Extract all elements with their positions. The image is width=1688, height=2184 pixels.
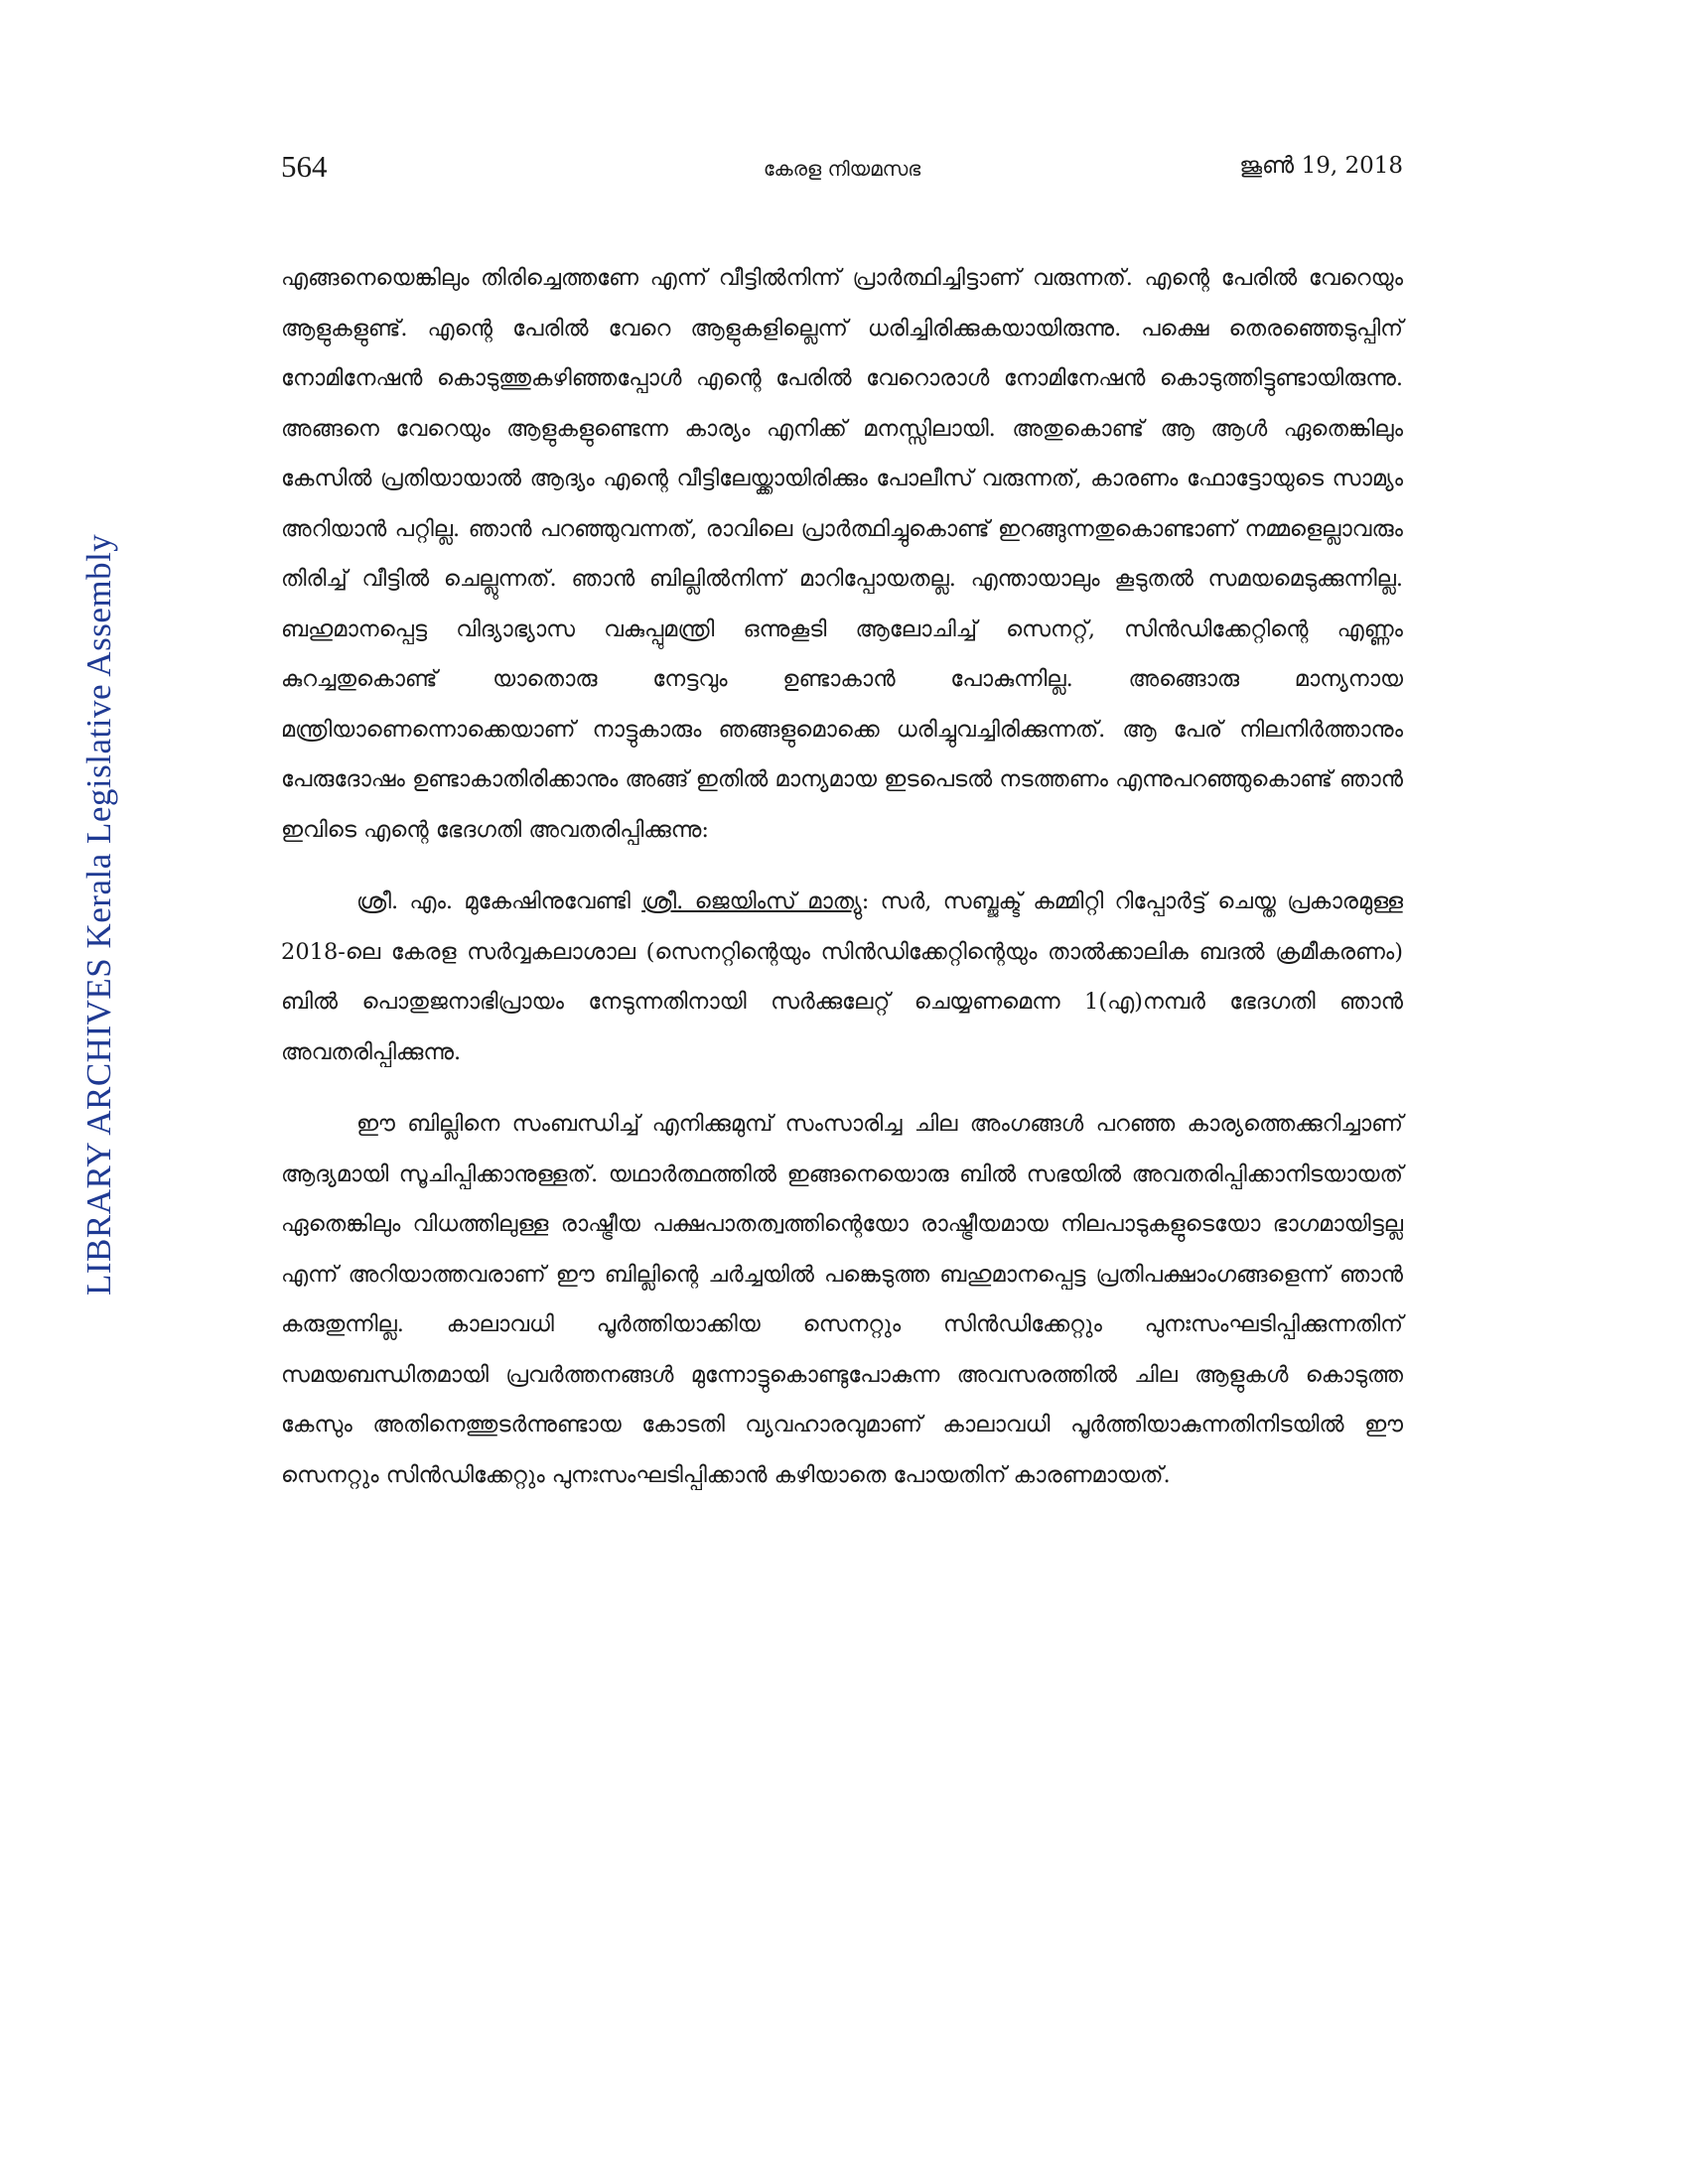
header-date: ജൂൺ 19, 2018: [1239, 153, 1403, 179]
speaker-name: ശ്രീ. ജെയിംസ് മാത്യു: [641, 888, 862, 914]
page-header: [281, 149, 1403, 199]
archive-watermark: LIBRARY ARCHIVES Kerala Legislative Assembly: [79, 533, 118, 1296]
document-body: [281, 253, 1403, 1500]
paragraph-3: ഈ ബില്ലിനെ സംബന്ധിച്ച് എനിക്കുമുമ്പ് സംസാരിച്ച ചില അംഗങ്ങൾ പറഞ്ഞ കാര്യത്തെക്കുറിച്ചാണ് ആദ്യമായി സൂചിപ്പിക്കാനുള്ളത്. യഥാർത്ഥത്തിൽ ഇങ്ങനെയൊരു ബിൽ സഭയിൽ അവതരിപ്പിക്കാനിടയായത് ഏതെങ്കിലും വിധത്തിലുള്ള രാഷ്ട്രീയ പക്ഷപാതത്വത്തിന്റെയോ രാഷ്ട്രീയമായ നിലപാടുകളുടെയോ ഭാഗമായിട്ടല്ല എന്ന് അറിയാത്തവരാണ് ഈ ബില്ലിന്റെ ചർച്ചയിൽ പങ്കെടുത്ത ബഹുമാനപ്പെട്ട പ്രതിപക്ഷാംഗങ്ങളെന്ന് ഞാൻ കരുതുന്നില്ല. കാലാവധി പൂർത്തിയാക്കിയ സെനറ്റും സിൻഡിക്കേറ്റും പുനഃസംഘടിപ്പിക്കുന്നതിന് സമയബന്ധിതമായി പ്രവർത്തനങ്ങൾ മുന്നോട്ടുകൊണ്ടുപോകുന്ന അവസരത്തിൽ ചില ആളുകൾ കൊടുത്ത കേസും അതിനെത്തുടർന്നുണ്ടായ കോടതി വ്യവഹാരവുമാണ് കാലാവധി പൂർത്തിയാകുന്നതിനിടയിൽ ഈ സെനറ്റും സിൻഡിക്കേറ്റും പുനഃസംഘടിപ്പിക്കാൻ കഴിയാതെ പോയതിന് കാരണമായത്.: [281, 1111, 1403, 1488]
paragraph-2: [281, 877, 1403, 1077]
amendment-text: : സർ, സബ്ജക്ട് കമ്മിറ്റി റിപ്പോർട്ട് ചെയ്ത പ്രകാരമുള്ള 2018-ലെ കേരള സർവ്വകലാശാല (സെനറ്റിന്റെയും സിൻഡിക്കേറ്റിന്റെയും താൽക്കാലിക ബദൽ ക്രമീകരണം) ബിൽ പൊതുജനാഭിപ്രായം നേടുന്നതിനായി സർക്കുലേറ്റ് ചെയ്യണമെന്ന 1(എ)നമ്പർ ഭേദഗതി ഞാൻ അവതരിപ്പിക്കുന്നു.: [281, 888, 1403, 1065]
paragraph-1: എങ്ങനെയെങ്കിലും തിരിച്ചെത്തണേ എന്ന് വീട്ടിൽനിന്ന് പ്രാർത്ഥിച്ചിട്ടാണ് വരുന്നത്. എന്റെ പേരിൽ വേറെയും ആളുകളുണ്ട്. എന്റെ പേരിൽ വേറെ ആളുകളില്ലെന്ന് ധരിച്ചിരിക്കുകയായിരുന്നു. പക്ഷെ തെരഞ്ഞെടുപ്പിന് നോമിനേഷൻ കൊടുത്തുകഴിഞ്ഞപ്പോൾ എന്റെ പേരിൽ വേറൊരാൾ നോമിനേഷൻ കൊടുത്തിട്ടുണ്ടായിരുന്നു. അങ്ങനെ വേറെയും ആളുകളുണ്ടെന്ന കാര്യം എനിക്ക് മനസ്സിലായി. അതുകൊണ്ട് ആ ആൾ ഏതെങ്കിലും കേസിൽ പ്രതിയായാൽ ആദ്യം എന്റെ വീട്ടിലേയ്ക്കായിരിക്കും പോലീസ് വരുന്നത്, കാരണം ഫോട്ടോയുടെ സാമ്യം അറിയാൻ പറ്റില്ല. ഞാൻ പറഞ്ഞുവന്നത്, രാവിലെ പ്രാർത്ഥിച്ചുകൊണ്ട് ഇറങ്ങുന്നതുകൊണ്ടാണ് നമ്മളെല്ലാവരും തിരിച്ച് വീട്ടിൽ ചെല്ലുന്നത്. ഞാൻ ബില്ലിൽനിന്ന് മാറിപ്പോയതല്ല. എന്തായാലും കൂടുതൽ സമയമെടുക്കുന്നില്ല. ബഹുമാനപ്പെട്ട വിദ്യാഭ്യാസ വകുപ്പുമന്ത്രി ഒന്നുകൂടി ആലോചിച്ച് സെനറ്റ്, സിൻഡിക്കേറ്റിന്റെ എണ്ണം കുറച്ചതുകൊണ്ട് യാതൊരു നേട്ടവും ഉണ്ടാകാൻ പോകുന്നില്ല. അങ്ങൊരു മാന്യനായ മന്ത്രിയാണെന്നൊക്കെയാണ് നാട്ടുകാരും ഞങ്ങളുമൊക്കെ ധരിച്ചുവച്ചിരിക്കുന്നത്. ആ പേര് നിലനിർത്താനും പേരുദോഷം ഉണ്ടാകാതിരിക്കാനും അങ്ങ് ഇതിൽ മാന്യമായ ഇടപെടൽ നടത്തണം എന്നുപറഞ്ഞുകൊണ്ട് ഞാൻ ഇവിടെ എന്റെ ഭേദഗതി അവതരിപ്പിക്കുന്നു:: [281, 265, 1403, 843]
running-title: കേരള നിയമസഭ: [763, 157, 921, 181]
page-number: 564: [281, 149, 328, 184]
amendment-prefix: ശ്രീ. എം. മുകേഷിനുവേണ്ടി: [356, 888, 642, 914]
